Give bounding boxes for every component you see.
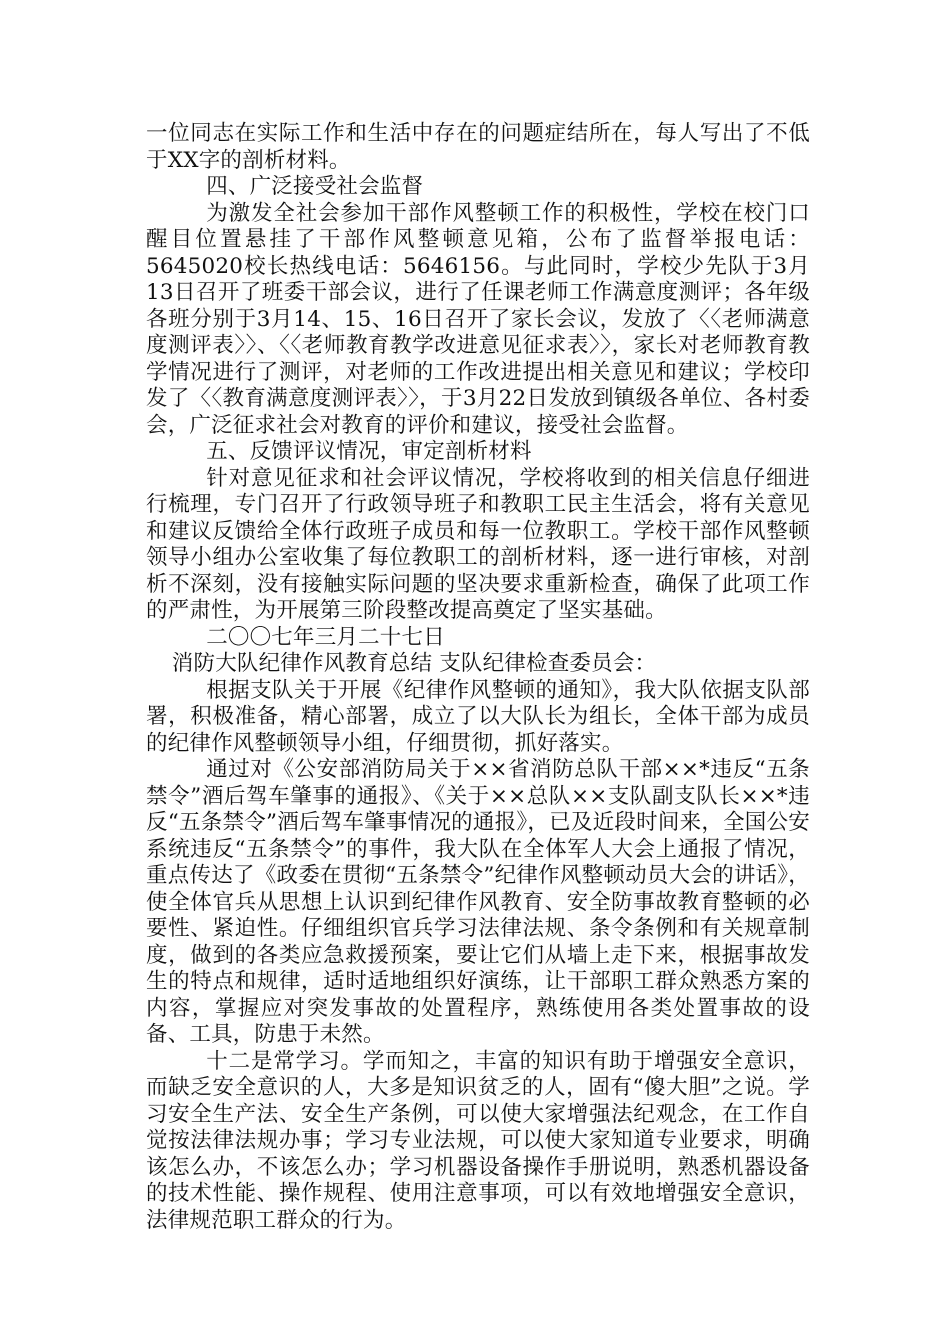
paragraph-rectification-notice: 根据支队关于开展《纪律作风整顿的通知》，我大队依据支队部署，积极准备，精心部署，成立了以大队长为组长，全体干部为成员的纪律作风整顿领导小组，仔细贯彻，抓好落实。 — [146, 677, 810, 756]
paragraph-feedback-review: 针对意见征求和社会评议情况，学校将收到的相关信息仔细进行梳理，专门召开了行政领导班子和教职工民主生活会，将有关意见和建议反馈给全体行政班子成员和每一位教职工。学校干部作风整顿领导小组办公室收集了每位教职工的剖析材料，逐一进行审核，对剖析不深刻，没有接触实际问题的坚决要求重新检查，确保了此项工作的严肃性，为开展第三阶段整改提高奠定了坚实基础。 — [146, 465, 810, 623]
paragraph-continuation: 一位同志在实际工作和生活中存在的问题症结所在，每人写出了不低于XX字的剖析材料。 — [146, 121, 810, 173]
date-line: 二〇〇七年三月二十七日 — [206, 624, 445, 650]
paragraph-five-prohibitions: 通过对《公安部消防局关于××省消防总队干部××*违反“五条禁令”酒后驾车肇事的通报》、《关于××总队××支队副支队长××*违反“五条禁令”酒后驾车肇事情况的通报》，已及近段时间来，全国公安系统违反“五条禁令”的事件，我大队在全体军人大会上通报了情况，重点传达了《政委在贯彻“五条禁令”纪律作风整顿动员大会的讲话》，使全体官兵从思想上认识到纪律作风教育、安全防事故教育整顿的必要性、紧迫性。仔细组织官兵学习法律法规、条令条例和有关规章制度，做到的各类应急救援预案，要让它们从墙上走下来，根据事故发生的特点和规律，适时适地组织好演练，让干部职工群众熟悉方案的内容，掌握应对突发事故的处置程序，熟练使用各类处置事故的设备、工具，防患于未然。 — [146, 757, 810, 1047]
paragraph-social-supervision: 为激发全社会参加干部作风整顿工作的积极性，学校在校门口醒目位置悬挂了干部作风整顿意见箱，公布了监督举报电话：5645020校长热线电话：5646156。与此同时，学校少先队于3月13日召开了班委干部会议，进行了任课老师工作满意度测评；各年级各班分别于3月14、15、16日召开了家长会议，发放了〈〈老师满意度测评表〉〉、〈〈老师教育教学改进意见征求表〉〉，家长对老师教育教学情况进行了测评，对老师的工作改进提出相关意见和建议；学校印发了〈〈教育满意度测评表〉〉，于3月22日发放到镇级各单位、各村委会，广泛征求社会对教育的评价和建议，接受社会监督。 — [146, 200, 810, 438]
paragraph-regular-study: 十二是常学习。学而知之，丰富的知识有助于增强安全意识，而缺乏安全意识的人，大多是知识贫乏的人，固有“傻大胆”之说。学习安全生产法、安全生产条例，可以使大家增强法纪观念，在工作自觉按法律法规办事；学习专业法规，可以使大家知道专业要求，明确该怎么办，不该怎么办；学习机器设备操作手册说明，熟悉机器设备的技术性能、操作规程、使用注意事项，可以有效地增强安全意识，法律规范职工群众的行为。 — [146, 1048, 810, 1233]
document-body — [146, 121, 810, 1234]
section-heading-four: 四、广泛接受社会监督 — [206, 174, 424, 199]
summary-title-line: 消防大队纪律作风教育总结 支队纪律检查委员会： — [171, 651, 657, 676]
section-heading-five: 五、反馈评议情况，审定剖析材料 — [206, 439, 532, 464]
